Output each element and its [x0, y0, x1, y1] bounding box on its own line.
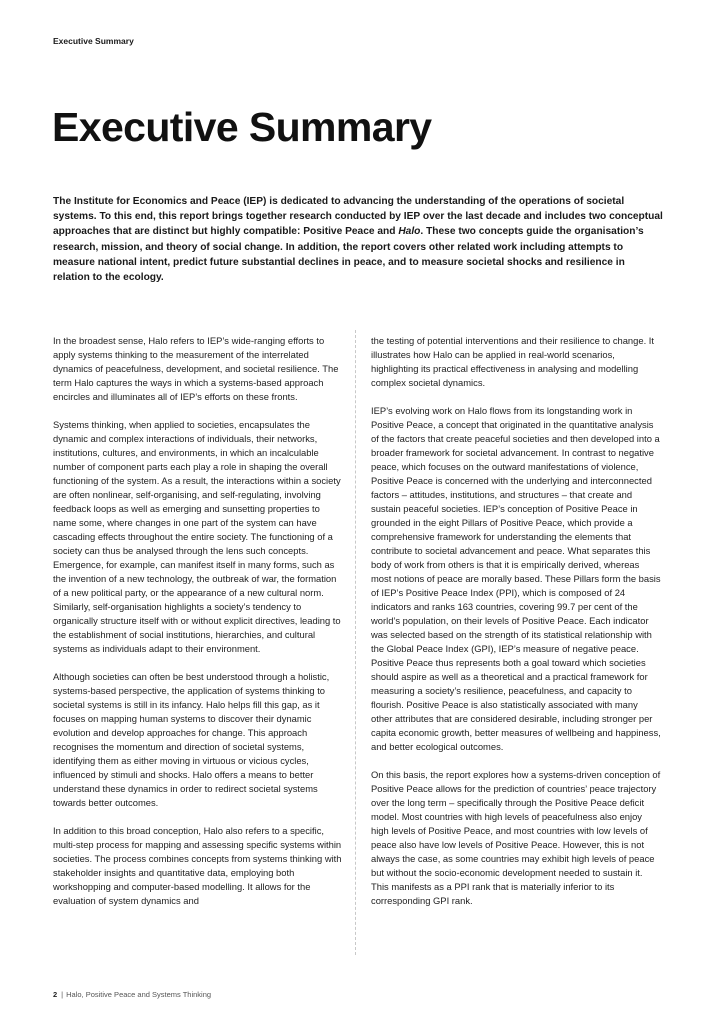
page-number: 2 — [53, 990, 58, 999]
page-footer — [53, 990, 211, 999]
body-paragraph: the testing of potential interventions and their resilience to change. It illustrates how Halo can be applied in real-world scenarios, highlighting its practical effectiveness in analysing and modelling complex societal dynamics. — [371, 335, 654, 388]
left-column — [53, 334, 343, 954]
body-paragraph: IEP’s evolving work on Halo flows from its longstanding work in Positive Peace, a concept that originated in the quantitative analysis of the factors that create peaceful societies and then developed into a broader framework for societal advancement. In contrast to negative peace, which focuses on the outward manifestations of violence, Positive Peace is concerned with the underlying and interconnected factors – attitudes, institutions, and structures – that create and sustain peaceful societies. IEP’s conception of Positive Peace in grounded in the eight Pillars of Positive Peace, which provide a comprehensive framework for understanding the elements that contribute to societal advancement and peace. What separates this body of work from others is that it is empirically derived, whereas most notions of peace are morally based. These Pillars form the basis of IEP’s Positive Peace Index (PPI), which is composed of 24 indicators and ranks 163 countries, covering 99.7 per cent of the world’s population, on their levels of Positive Peace. Each indicator was selected based on the strength of its statistical relationship with the Global Peace Index (GPI), IEP’s measure of negative peace. Positive Peace thus represents both a goal toward which societies should aspire as well as a theoretical and a practical framework for measuring a society’s resilience, peacefulness, and capacity to flourish. Positive Peace is also statistically associated with many other attributes that are considered desirable, including stronger per capita economic growth, better measures of wellbeing and happiness, and better ecological outcomes. — [371, 405, 661, 752]
intro-text-part1: The Institute for Economics and Peace (IEP) is dedicated to advancing the understanding of the operations of societal systems. To this end, this report brings together research conducted by IEP over the last decade and includes two conceptual approaches that are distinct but highly compatible: Positive Peace and — [53, 196, 663, 238]
body-paragraph: On this basis, the report explores how a systems-driven conception of Positive Peace allows for the prediction of countries’ peace trajectory over the long term – specifically through the Positive Peace deficit model. Most countries with high levels of peacefulness also enjoy high levels of Positive Peace, and most countries with low levels of peace also have low levels of Positive Peace. However, this is not always the case, as some countries may exhibit high levels of peace but without the socio-economic development needed to sustain it. This manifests as a PPI rank that is materially inferior to its corresponding GPI rank. — [371, 769, 661, 906]
body-paragraph: Although societies can often be best understood through a holistic, systems-based perspective, the application of systems thinking to societal systems is still in its infancy. Halo helps fill this gap, as it focuses on mapping human systems to discover their dynamic evolution and develop approaches for change. This approach recognises the momentum and direction of societal systems, identifying them as either moving in virtuous or vicious cycles, influenced by stimuli and shocks. Halo offers a means to better understand these dynamics in order to redirect societal systems towards better outcomes. — [53, 671, 330, 808]
body-paragraph: In addition to this broad conception, Halo also refers to a specific, multi-step process for mapping and assessing specific systems within societies. The process combines concepts from systems thinking with stakeholder insights and quantitative data, employing both workshopping and computer-based modelling. It allows for the evaluation of system dynamics and — [53, 825, 342, 906]
footer-separator: | — [61, 990, 64, 999]
running-header: Executive Summary — [53, 36, 134, 46]
right-column — [371, 334, 661, 954]
page-title: Executive Summary — [52, 104, 432, 150]
publication-title: Halo, Positive Peace and Systems Thinking — [66, 990, 212, 999]
body-paragraph: Systems thinking, when applied to societies, encapsulates the dynamic and complex interactions of individuals, their networks, institutions, cultures, and environments, in which an incalculable number of component parts each play a role in shaping the overall functioning of the system. As a result, the interactions within a society are often nonlinear, self-organising, and self-regulating, involving feedback loops as well as emerging and sunsetting properties to name some, where changes in one part of the system can have cascading effects throughout the entire society. The functioning of a society can thus be analysed through the lens such concepts. Emergence, for example, can manifest itself in many forms, such as the invention of a new technology, the outbreak of war, the formation of a new political party, or the appearance of a new cultural norm. Similarly, self-organisation highlights a society’s tendency to organically structure itself with or without explicit directives, leading to the establishment of social institutions, hierarchies, and cultural systems as individuals adapt to their environment. — [53, 419, 341, 654]
intro-paragraph — [53, 194, 663, 285]
intro-text-part2: . These two concepts guide the organisation’s research, mission, and theory of social change. In addition, the report covers other related work including attempts to measure national intent, predict future substantial declines in peace, and to measure societal shocks and resilience in relation to the ecology. — [53, 226, 644, 284]
body-columns — [53, 334, 661, 954]
body-paragraph: In the broadest sense, Halo refers to IEP’s wide-ranging efforts to apply systems thinking to the measurement of the interrelated dynamics of peacefulness, development, and societal resilience. The term Halo captures the ways in which a systems-based approach encircles and illuminates all of IEP’s efforts on these fronts. — [53, 335, 339, 402]
intro-text-halo: Halo — [398, 226, 421, 238]
